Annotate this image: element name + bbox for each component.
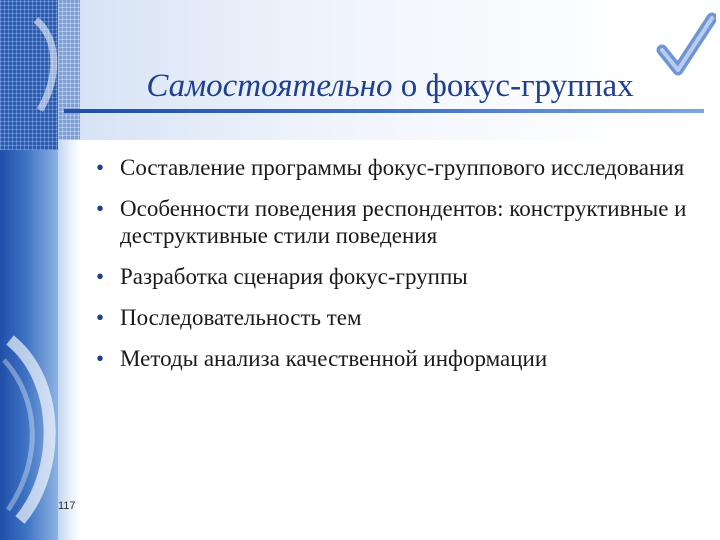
slide-title-italic: Самостоятельно xyxy=(146,68,393,104)
bullet-glyph: • xyxy=(96,155,105,180)
bullet-glyph: • xyxy=(96,264,105,289)
bullet-item xyxy=(96,263,692,290)
bullet-item xyxy=(96,154,692,181)
page-number: 117 xyxy=(58,500,76,512)
bullet-glyph: • xyxy=(96,196,105,221)
title-underline xyxy=(64,109,704,113)
bullet-list xyxy=(96,154,692,386)
bullet-glyph: • xyxy=(96,305,105,330)
bullet-text: Последовательность тем xyxy=(120,305,362,330)
bullet-text: Методы анализа качественной информации xyxy=(120,346,548,371)
slide-title xyxy=(70,66,710,106)
bullet-text: Особенности поведения респондентов: конструктивные и деструктивные стили поведения xyxy=(120,196,687,248)
bullet-glyph: • xyxy=(96,346,105,371)
bullet-item xyxy=(96,195,692,249)
bullet-item xyxy=(96,304,692,331)
bullet-item xyxy=(96,345,692,372)
bullet-text: Разработка сценария фокус-группы xyxy=(120,264,468,289)
slide-title-rest: о фокус-группах xyxy=(392,68,634,104)
bullet-text: Составление программы фокус-группового исследования xyxy=(120,155,685,180)
